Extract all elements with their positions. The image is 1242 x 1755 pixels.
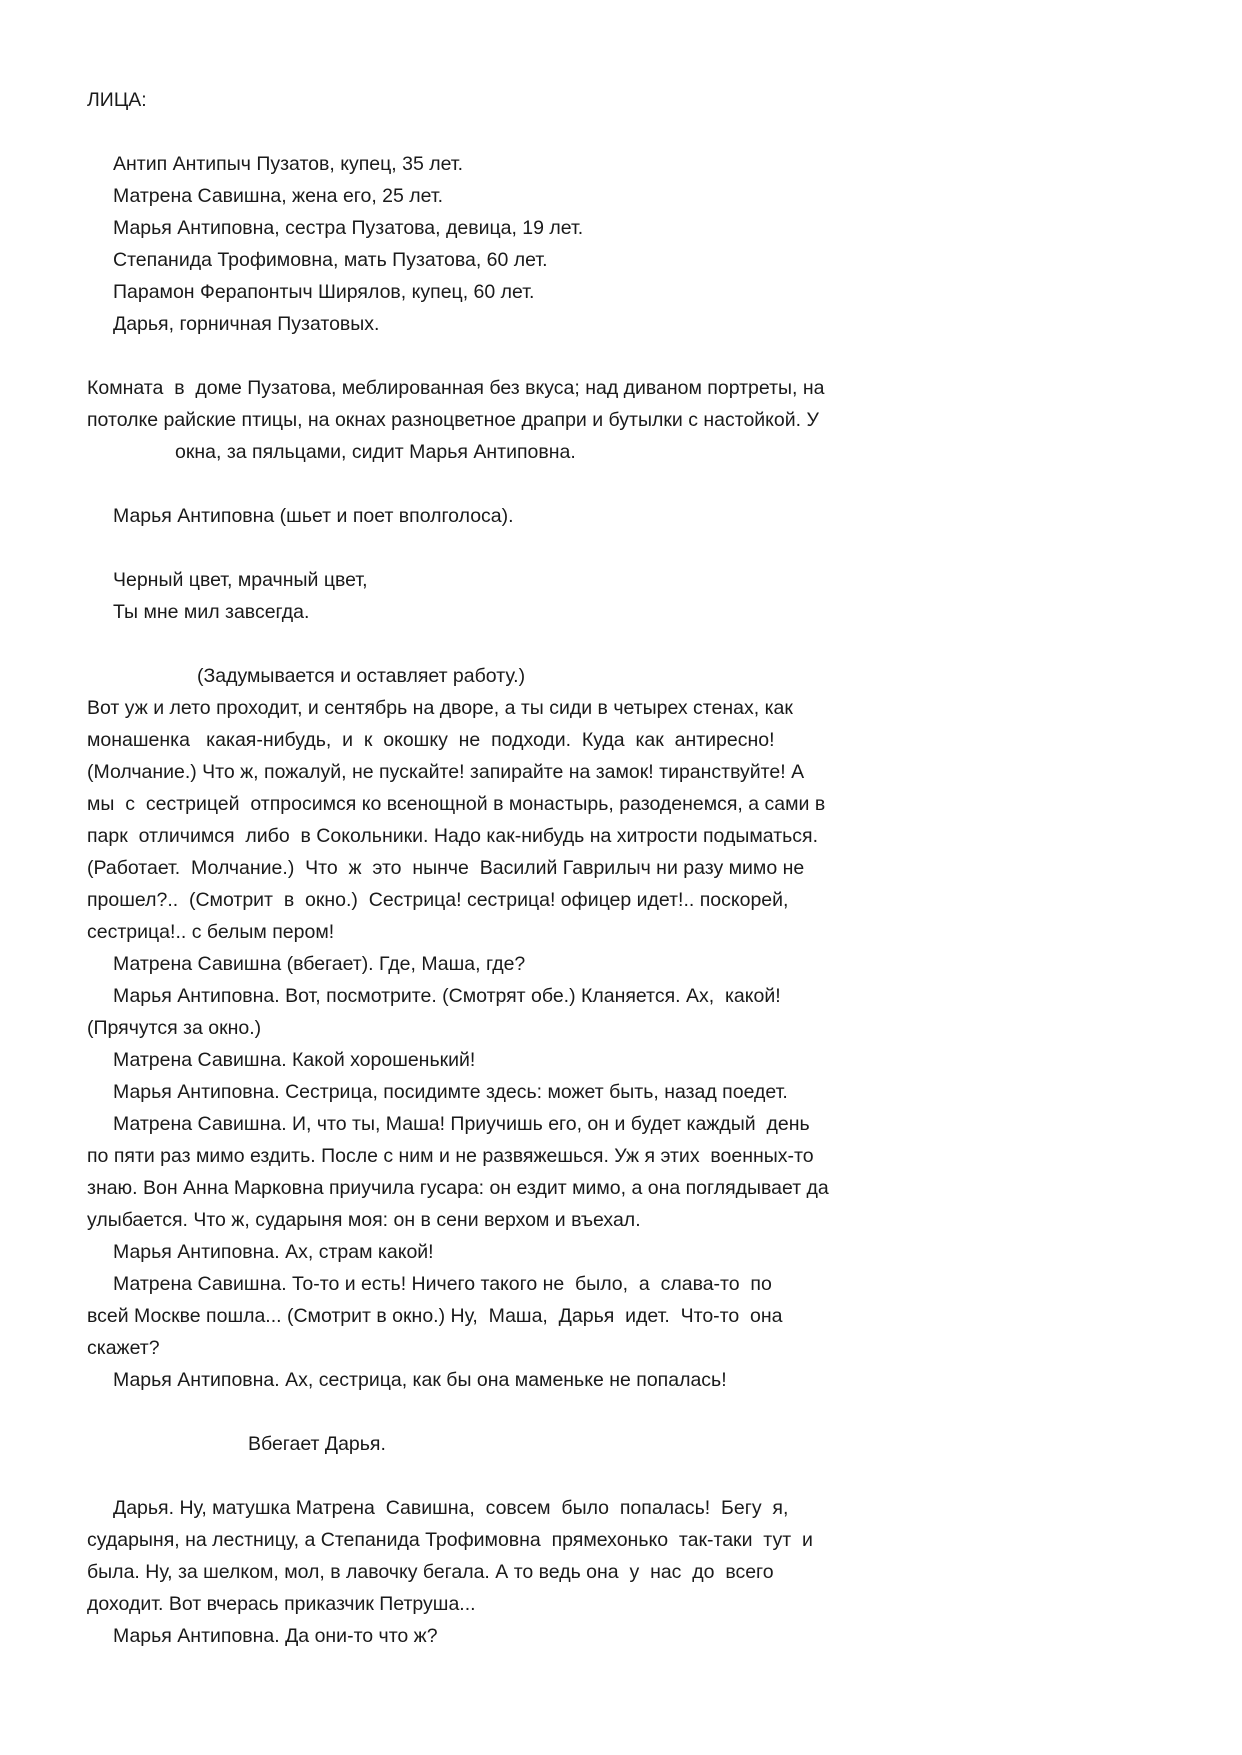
cast-heading: ЛИЦА: <box>87 89 147 111</box>
stage-direction: Вбегает Дарья. <box>248 1433 386 1455</box>
text-line: (Молчание.) Что ж, пожалуй, не пускайте! запирайте на замок! тиранствуйте! А <box>87 761 805 783</box>
text-line: парк отличимся либо в Сокольники. Надо как-нибудь на хитрости подыматься. <box>87 825 819 847</box>
text-line: Вот уж и лето проходит, и сентябрь на дворе, а ты сиди в четырех стенах, как <box>87 697 793 719</box>
text-line: Матрена Савишна. И, что ты, Маша! Приучишь его, он и будет каждый день <box>113 1113 810 1135</box>
text-line: знаю. Вон Анна Марковна приучила гусара: он ездит мимо, а она поглядывает да <box>87 1177 829 1199</box>
text-line: (Прячутся за окно.) <box>87 1017 262 1039</box>
cast-item: Степанида Трофимовна, мать Пузатова, 60 лет. <box>113 249 548 271</box>
text-line: Марья Антиповна. Ах, страм какой! <box>113 1241 434 1263</box>
cast-item: Антип Антипыч Пузатов, купец, 35 лет. <box>113 153 463 175</box>
cast-item: Матрена Савишна, жена его, 25 лет. <box>113 185 444 207</box>
text-line: сударыня, на лестницу, а Степанида Трофимовна прямехонько так-таки тут и <box>87 1529 813 1551</box>
cast-item: Парамон Ферапонтыч Ширялов, купец, 60 лет. <box>113 281 535 303</box>
text-line: улыбается. Что ж, сударыня моя: он в сени верхом и въехал. <box>87 1209 641 1231</box>
text-line: Марья Антиповна. Да они-то что ж? <box>113 1625 438 1647</box>
text-line: мы с сестрицей отпросимся ко всенощной в монастырь, разоденемся, а сами в <box>87 793 826 815</box>
text-line: была. Ну, за шелком, мол, в лавочку бегала. А то ведь она у нас до всего <box>87 1561 774 1583</box>
text-line: прошел?.. (Смотрит в окно.) Сестрица! сестрица! офицер идет!.. поскорей, <box>87 889 789 911</box>
text-line: скажет? <box>87 1337 160 1359</box>
text-line: Марья Антиповна (шьет и поет вполголоса). <box>113 505 514 527</box>
text-line: сестрица!.. с белым пером! <box>87 921 335 943</box>
text-line: всей Москве пошла... (Смотрит в окно.) Ну, Маша, Дарья идет. Что-то она <box>87 1305 783 1327</box>
text-line: Марья Антиповна. Ах, сестрица, как бы она маменьке не попалась! <box>113 1369 727 1391</box>
text-line: Марья Антиповна. Сестрица, посидимте здесь: может быть, назад поедет. <box>113 1081 788 1103</box>
song-line: Ты мне мил завсегда. <box>113 601 310 623</box>
setting-line: окна, за пяльцами, сидит Марья Антиповна. <box>175 441 576 463</box>
song-line: Черный цвет, мрачный цвет, <box>113 569 368 591</box>
cast-item: Дарья, горничная Пузатовых. <box>113 313 380 335</box>
text-line: доходит. Вот вчерась приказчик Петруша... <box>87 1593 476 1615</box>
stage-direction: (Задумывается и оставляет работу.) <box>197 665 526 687</box>
cast-item: Марья Антиповна, сестра Пузатова, девица, 19 лет. <box>113 217 584 239</box>
setting-line: потолке райские птицы, на окнах разноцветное драпри и бутылки с настойкой. У <box>87 409 819 431</box>
text-line: (Работает. Молчание.) Что ж это нынче Василий Гаврилыч ни разу мимо не <box>87 857 805 879</box>
text-line: Матрена Савишна (вбегает). Где, Маша, где? <box>113 953 526 975</box>
text-line: монашенка какая-нибудь, и к окошку не подходи. Куда как антиресно! <box>87 729 775 751</box>
text-line: по пяти раз мимо ездить. После с ним и не развяжешься. Уж я этих военных-то <box>87 1145 814 1167</box>
text-line: Матрена Савишна. То-то и есть! Ничего такого не было, а слава-то по <box>113 1273 772 1295</box>
setting-line: Комната в доме Пузатова, меблированная без вкуса; над диваном портреты, на <box>87 377 825 399</box>
text-line: Матрена Савишна. Какой хорошенький! <box>113 1049 476 1071</box>
text-line: Дарья. Ну, матушка Матрена Савишна, совсем было попалась! Бегу я, <box>113 1497 789 1519</box>
text-line: Марья Антиповна. Вот, посмотрите. (Смотрят обе.) Кланяется. Ах, какой! <box>113 985 781 1007</box>
